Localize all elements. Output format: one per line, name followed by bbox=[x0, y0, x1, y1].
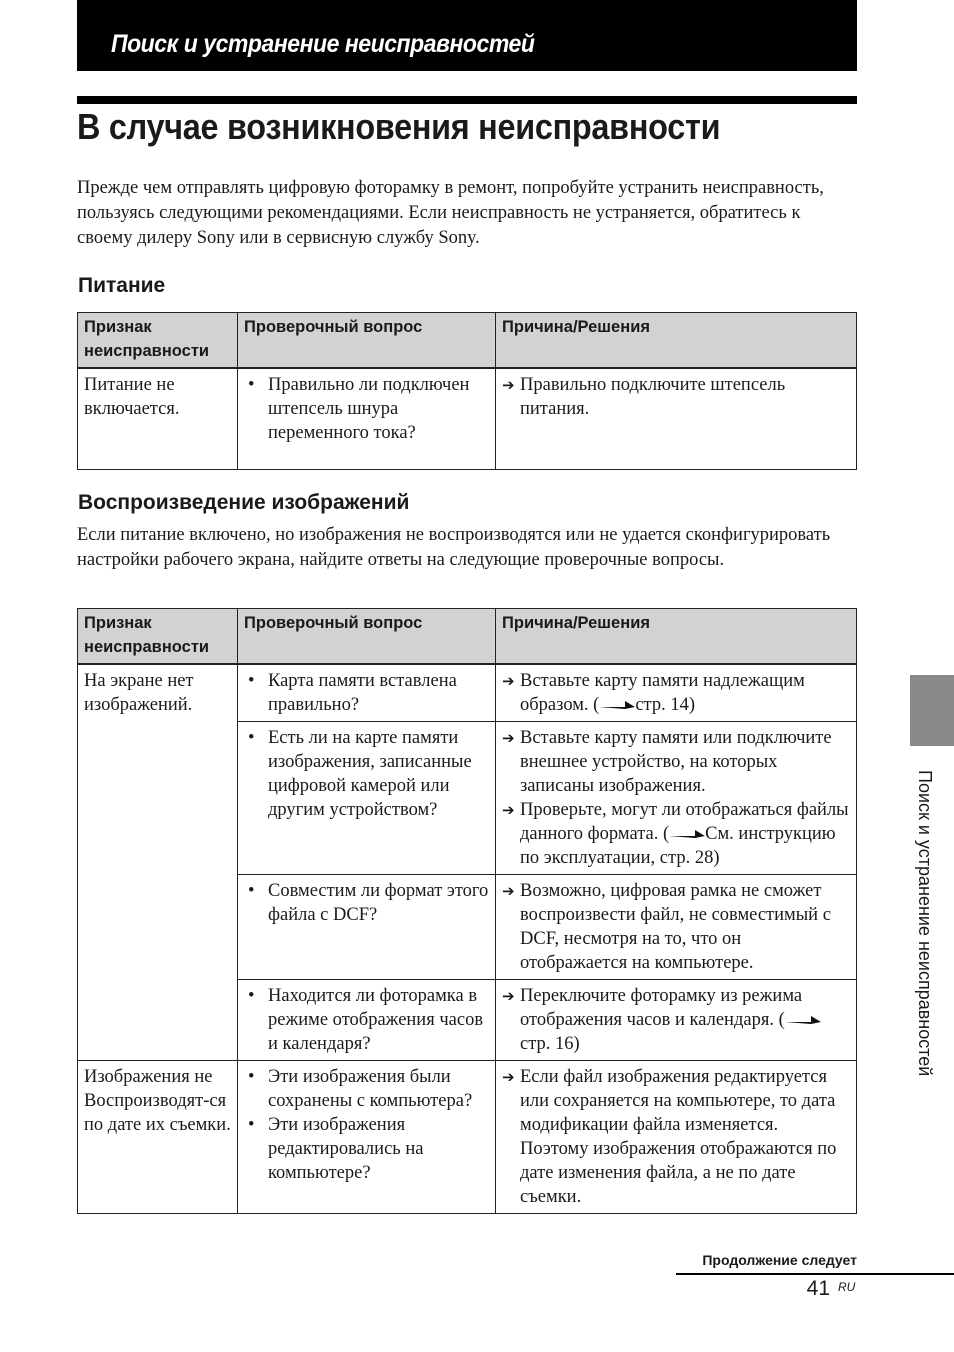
side-tab-label: Поиск и устранение неисправностей bbox=[915, 770, 935, 1077]
reference-arrow-icon bbox=[785, 1013, 821, 1025]
table-row bbox=[78, 368, 857, 470]
solution-page-ref: стр. 14) bbox=[635, 695, 696, 715]
header-question: Проверочный вопрос bbox=[238, 609, 496, 665]
solution-text: Возможно, цифровая рамка не сможет воспроизвести файл, не совместимый с DCF, несмотря на то, что он отображается на компьютере. bbox=[520, 881, 831, 973]
page-language: RU bbox=[838, 1280, 856, 1294]
bullet-icon: • bbox=[248, 1115, 255, 1135]
arrow-icon: ➔ bbox=[502, 801, 515, 819]
arrow-icon: ➔ bbox=[502, 1068, 515, 1086]
continued-rule bbox=[676, 1273, 954, 1275]
bullet-icon: • bbox=[248, 671, 255, 691]
symptom-cell: На экране нет изображений. bbox=[78, 664, 238, 1061]
bullet-icon: • bbox=[248, 728, 255, 748]
reference-arrow-icon bbox=[669, 827, 705, 839]
intro-paragraph: Прежде чем отправлять цифровую фоторамку в ремонт, попробуйте устранить неисправность, пользуясь следующими рекомендациями. Если неисправность не устраняется, обратитесь к своему дилеру Sony или в сервисную службу Sony. bbox=[77, 178, 824, 248]
question-cell bbox=[238, 664, 496, 722]
table-header-row bbox=[78, 313, 857, 369]
page-number: 41 bbox=[806, 1277, 830, 1300]
power-heading: Питание bbox=[78, 274, 166, 297]
arrow-icon: ➔ bbox=[502, 672, 515, 690]
solution-text: Вставьте карту памяти или подключите внешнее устройство, на которых записаны изображения. bbox=[520, 728, 832, 796]
header-symptom: Признак неисправности bbox=[78, 609, 238, 665]
question-text: Эти изображения редактировались на компьютере? bbox=[268, 1115, 424, 1183]
table-header-row bbox=[78, 609, 857, 665]
playback-table bbox=[77, 608, 857, 1214]
arrow-icon: ➔ bbox=[502, 729, 515, 747]
bullet-icon: • bbox=[248, 1067, 255, 1087]
question-text: Есть ли на карте памяти изображения, записанные цифровой камерой или другим устройством? bbox=[268, 728, 472, 820]
solution-cell bbox=[496, 722, 857, 875]
bullet-icon: • bbox=[248, 375, 255, 395]
symptom-cell: Питание не включается. bbox=[78, 368, 238, 470]
solution-cell bbox=[496, 875, 857, 980]
table-row bbox=[78, 1061, 857, 1214]
solution-cell bbox=[496, 368, 857, 470]
header-solution: Причина/Решения bbox=[496, 313, 857, 369]
question-cell bbox=[238, 722, 496, 875]
header-solution: Причина/Решения bbox=[496, 609, 857, 665]
solution-cell bbox=[496, 980, 857, 1061]
solution-page-ref: стр. 16) bbox=[520, 1034, 580, 1054]
solution-cell bbox=[496, 1061, 857, 1214]
solution-cell bbox=[496, 664, 857, 722]
question-text: Карта памяти вставлена правильно? bbox=[268, 671, 457, 715]
power-table bbox=[77, 312, 857, 470]
solution-page-ref: См. инструкцию по эксплуатации, стр. 28) bbox=[520, 824, 836, 868]
question-text: Находится ли фоторамка в режиме отображения часов и календаря? bbox=[268, 986, 484, 1054]
header-question: Проверочный вопрос bbox=[238, 313, 496, 369]
playback-heading: Воспроизведение изображений bbox=[78, 491, 410, 514]
arrow-icon: ➔ bbox=[502, 376, 515, 394]
solution-text: Если файл изображения редактируется или сохраняется на компьютере, то дата модификации файла изменяется. Поэтому изображения отображаются по дате изменения файла, а не по дате съемки. bbox=[520, 1067, 837, 1207]
continued-label: Продолжение следует bbox=[702, 1252, 857, 1268]
section-header-bar bbox=[77, 0, 857, 71]
bullet-icon: • bbox=[248, 986, 255, 1006]
title-rule bbox=[77, 96, 857, 104]
section-header-title: Поиск и устранение неисправностей bbox=[111, 30, 535, 58]
question-cell bbox=[238, 875, 496, 980]
solution-text: Переключите фоторамку из режима отображения часов и календаря. ( bbox=[520, 986, 803, 1030]
solution-text: Вставьте карту памяти надлежащим образом. ( bbox=[520, 671, 805, 715]
reference-arrow-icon bbox=[599, 698, 635, 710]
question-cell bbox=[238, 1061, 496, 1214]
solution-text: Правильно подключите штепсель питания. bbox=[520, 375, 786, 419]
symptom-cell: Изображения не Воспроизводят-ся по дате их съемки. bbox=[78, 1061, 238, 1214]
question-text: Эти изображения были сохранены с компьютера? bbox=[268, 1067, 473, 1111]
question-cell bbox=[238, 368, 496, 470]
arrow-icon: ➔ bbox=[502, 882, 515, 900]
solution-text: Проверьте, могут ли отображаться файлы данного формата. ( bbox=[520, 800, 849, 844]
header-symptom: Признак неисправности bbox=[78, 313, 238, 369]
question-text: Совместим ли формат этого файла с DCF? bbox=[268, 881, 489, 925]
question-cell bbox=[238, 980, 496, 1061]
arrow-icon: ➔ bbox=[502, 987, 515, 1005]
side-tab-marker bbox=[910, 675, 954, 746]
page-title: В случае возникновения неисправности bbox=[77, 106, 721, 147]
question-text: Правильно ли подключен штепсель шнура переменного тока? bbox=[268, 375, 470, 443]
table-row bbox=[78, 664, 857, 722]
playback-intro: Если питание включено, но изображения не воспроизводятся или не удается сконфигурировать настройки рабочего экрана, найдите ответы на следующие проверочные вопросы. bbox=[77, 525, 831, 570]
bullet-icon: • bbox=[248, 881, 255, 901]
